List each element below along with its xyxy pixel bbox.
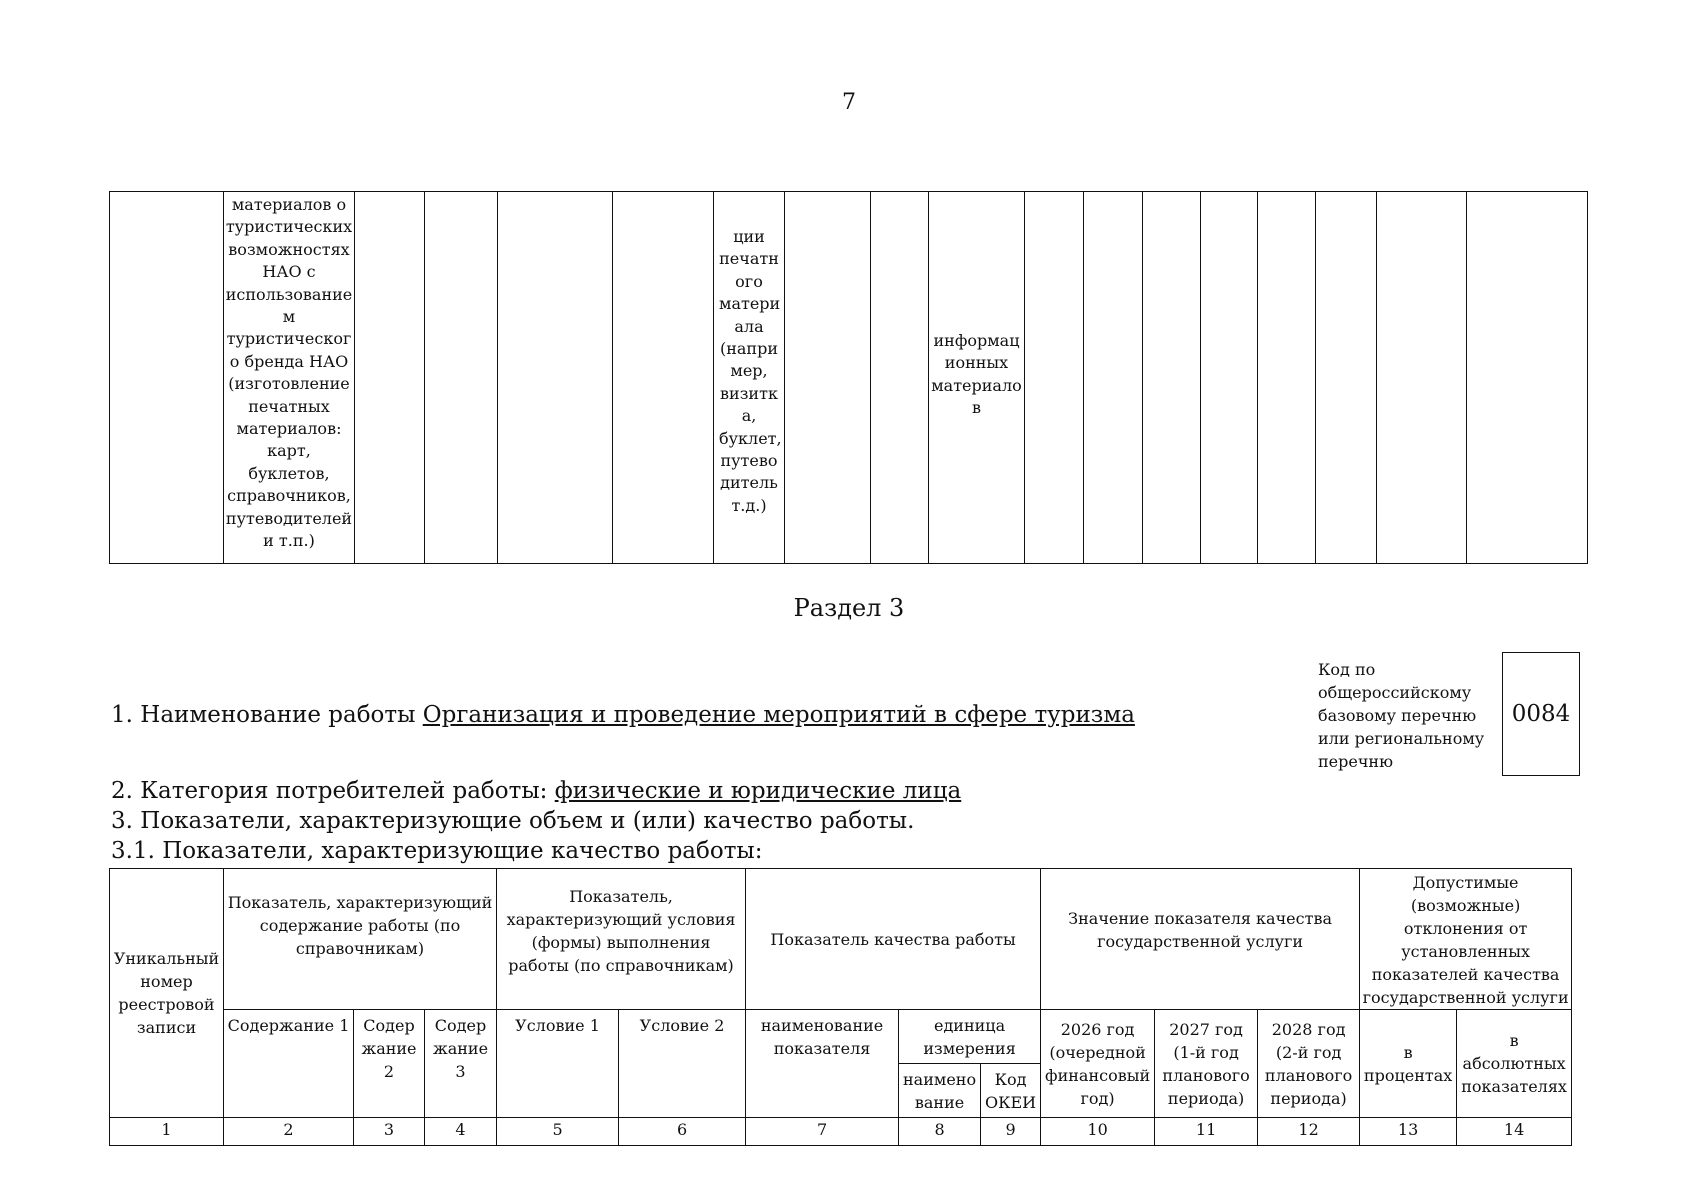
header-absolute: в абсолютных показателях (1457, 1010, 1572, 1118)
page-number: 7 (842, 90, 856, 115)
header-year-2027: 2027 год (1-й год планового периода) (1155, 1010, 1258, 1118)
column-number: 2 (224, 1118, 354, 1146)
cont-cell-info-materials: информац ионных материало в (929, 192, 1025, 564)
quality-indicators-heading: 3.1. Показатели, характеризующие качество работы: (111, 838, 763, 864)
header-year-2028: 2028 год (2-й год планового периода) (1258, 1010, 1360, 1118)
header-indicator-value: Значение показателя качества государственной услуги (1041, 869, 1360, 1010)
header-conditions-indicator: Показатель, характеризующий условия (формы) выполнения работы (по справочникам) (497, 869, 746, 1010)
column-number: 10 (1041, 1118, 1155, 1146)
column-number: 4 (425, 1118, 497, 1146)
work-name-prefix: 1. Наименование работы (111, 702, 423, 728)
consumer-category-value: физические и юридические лица (554, 778, 962, 804)
column-number: 12 (1258, 1118, 1360, 1146)
header-percent: в процентах (1360, 1010, 1457, 1118)
indicators-heading: 3. Показатели, характеризующие объем и (или) качество работы. (111, 808, 915, 834)
cont-cell-print-material: ции печатн ого матери ала (напри мер, визитк а, буклет, путево дитель т.д.) (714, 192, 785, 564)
quality-indicators-table (109, 868, 1572, 1146)
code-label: Код по общероссийскому базовому перечню или региональному перечню (1318, 660, 1485, 771)
header-condition-2: Условие 2 (619, 1010, 746, 1118)
work-name-line (111, 702, 1135, 728)
continuation-table (109, 191, 1588, 564)
cont-cell-9 (871, 192, 929, 564)
column-number: 3 (354, 1118, 425, 1146)
header-content-2: Содер жание 2 (354, 1010, 425, 1118)
column-number: 7 (746, 1118, 899, 1146)
cont-cell-13 (1143, 192, 1201, 564)
header-indicator-name: наименование показателя (746, 1010, 899, 1118)
header-unit-name: наимено вание (899, 1064, 981, 1118)
column-number: 14 (1457, 1118, 1572, 1146)
header-content-1: Содержание 1 (224, 1010, 354, 1118)
header-content-indicator: Показатель, характеризующий содержание работы (по справочникам) (224, 869, 497, 1010)
column-number: 6 (619, 1118, 746, 1146)
work-name-value: Организация и проведение мероприятий в сфере туризма (422, 702, 1135, 728)
column-number: 13 (1360, 1118, 1457, 1146)
cont-cell-16 (1316, 192, 1377, 564)
cont-cell-8 (785, 192, 871, 564)
column-number: 8 (899, 1118, 981, 1146)
column-number: 1 (110, 1118, 224, 1146)
header-unique-number: Уникальный номер реестровой записи (110, 869, 224, 1118)
cont-cell-content: материалов о туристических возможностях НАО с использование м туристическог о бренда НАО (изготовление печатных материалов: карт, буклетов, справочников, путеводителей и т.п.) (224, 192, 355, 564)
cont-cell-6 (613, 192, 714, 564)
header-okei-code: Код ОКЕИ (981, 1064, 1041, 1118)
header-quality-indicator: Показатель качества работы (746, 869, 1041, 1010)
header-allowed-deviations: Допустимые (возможные) отклонения от установленных показателей качества государственной услуги (1360, 869, 1572, 1010)
cont-cell-14 (1201, 192, 1258, 564)
cont-cell-17 (1377, 192, 1467, 564)
code-box: 0084 (1502, 652, 1580, 776)
header-year-2026: 2026 год (очередной финансовый год) (1041, 1010, 1155, 1118)
header-condition-1: Условие 1 (497, 1010, 619, 1118)
cont-cell-12 (1084, 192, 1143, 564)
cont-cell-1 (110, 192, 224, 564)
header-unit: единица измерения (899, 1010, 1041, 1064)
cont-cell-3 (355, 192, 425, 564)
column-number: 9 (981, 1118, 1041, 1146)
consumer-category-prefix: 2. Категория потребителей работы: (111, 778, 555, 804)
consumer-category-line (111, 778, 961, 804)
cont-cell-5 (498, 192, 613, 564)
column-number: 11 (1155, 1118, 1258, 1146)
cont-cell-15 (1258, 192, 1316, 564)
cont-cell-18 (1467, 192, 1588, 564)
header-content-3: Содер жание 3 (425, 1010, 497, 1118)
column-number: 5 (497, 1118, 619, 1146)
cont-cell-11 (1025, 192, 1084, 564)
section-title: Раздел 3 (793, 594, 905, 622)
cont-cell-4 (425, 192, 498, 564)
